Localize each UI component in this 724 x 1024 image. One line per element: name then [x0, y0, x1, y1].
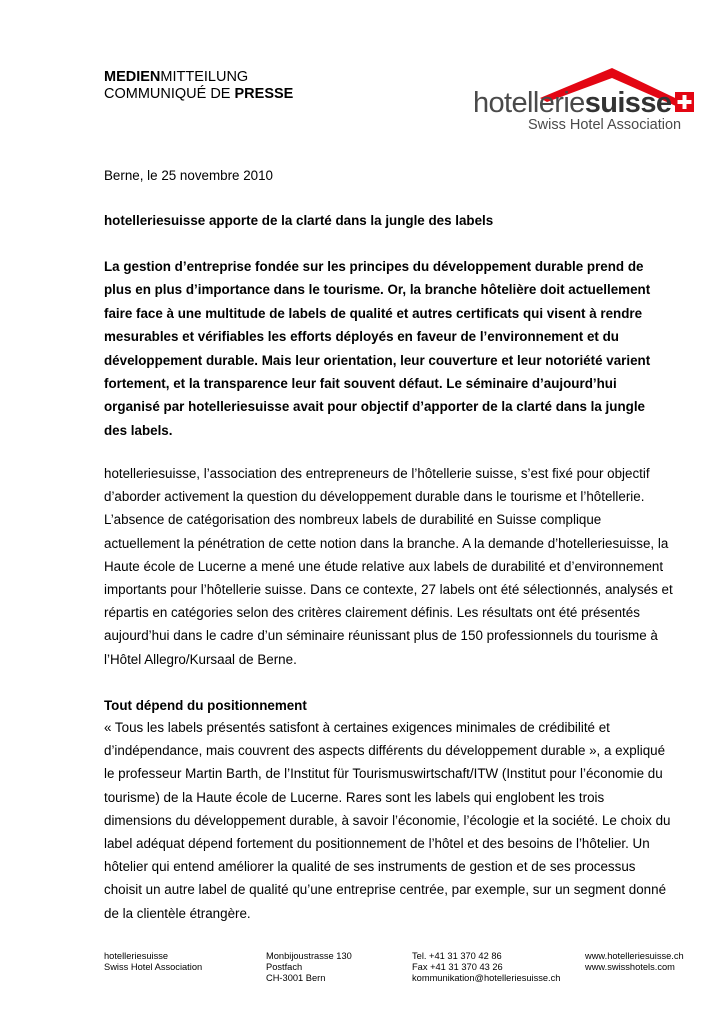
footer-contact — [412, 951, 560, 985]
text-line: choisit un autre label de qualité qu’une entreprise centrée, par exemple, sur un segment donné — [104, 882, 667, 898]
footer-org-subtitle: Swiss Hotel Association — [104, 962, 203, 973]
text-line: « Tous les labels présentés satisfont à certaines exigences minimales de crédibilité et — [104, 720, 610, 735]
logo-wordmark — [473, 87, 671, 120]
logo-word-bold: suisse — [584, 87, 672, 119]
date-line: Berne, le 25 novembre 2010 — [104, 168, 273, 183]
text-line: fortement, et la transparence leur fait souvent défaut. Le séminaire d’aujourd’hui — [104, 376, 617, 392]
text-line: Haute école de Lucerne a mené une étude relative aux labels de durabilité et d’environnement — [104, 558, 664, 574]
document-type-heading — [104, 69, 293, 103]
text-line: plus en plus d’importance dans le tourisme. Or, la branche hôtelière doit actuellement — [104, 282, 651, 298]
footer-phone: Tel. +41 31 370 42 86 — [412, 951, 502, 961]
footer-org-name: hotelleriesuisse — [104, 951, 169, 961]
text-line: d’indépendance, mais couvrent des aspects différents du développement durable », a expliqué — [104, 743, 666, 759]
hotelleriesuisse-logo — [470, 66, 700, 138]
heading-bold-part: MEDIEN — [104, 69, 161, 85]
text-line: hotelleriesuisse, l’association des entrepreneurs de l’hôtellerie suisse, s’est fixé pour objectif — [104, 466, 650, 481]
text-line: d’aborder activement la question du développement durable dans le tourisme et l’hôtellerie. — [104, 489, 645, 505]
footer-city: CH-3001 Bern — [266, 973, 326, 984]
text-line: des labels. — [104, 422, 173, 438]
text-line: faire face à une multitude de labels de qualité et autres certificats qui visent à rendre — [104, 305, 643, 321]
text-line: tourisme) de la Haute école de Lucerne. Rares sont les labels qui englobent les trois — [104, 789, 605, 805]
text-line: actuellement la pénétration de cette notion dans la branche. A la demande d’hotelleriesuisse, la — [104, 535, 669, 551]
footer-websites — [585, 951, 684, 973]
text-line: mesurables et vérifiables les efforts déployés en faveur de l’environnement et du — [104, 329, 619, 345]
text-line: le professeur Martin Barth, de l’Institut für Tourismuswirtschaft/ITW (Institut pour l’économie du — [104, 766, 663, 782]
body-paragraph-1 — [104, 462, 684, 671]
logo-word-light: hotellerie — [473, 87, 585, 119]
text-line: importants pour l’hôtellerie suisse. Dans ce contexte, 27 labels ont été sélectionnés, analysés et — [104, 582, 673, 598]
logo-subtitle: Swiss Hotel Association — [528, 117, 682, 133]
heading-bold-part: PRESSE — [234, 86, 294, 102]
press-release-title: hotelleriesuisse apporte de la clarté dans la jungle des labels — [104, 213, 494, 228]
body-paragraph-2 — [104, 716, 684, 925]
footer-website-link[interactable]: www.hotelleriesuisse.ch — [585, 951, 684, 961]
text-line: répartis en catégories selon des critères clairement définis. Les résultats ont été présentés — [104, 605, 640, 621]
footer-email-link[interactable]: kommunikation@hotelleriesuisse.ch — [412, 973, 561, 984]
footer-address — [266, 951, 352, 985]
heading-line-french — [104, 86, 293, 103]
heading-rest-part: COMMUNIQUÉ DE — [104, 86, 235, 102]
text-line: hôtelier qui entend améliorer la qualité de ses instruments de gestion et de ses processus — [104, 859, 636, 875]
footer-fax: Fax +41 31 370 43 26 — [412, 962, 503, 973]
text-line: de la clientèle étrangère. — [104, 905, 251, 921]
text-line: développement durable. Mais leur orientation, leur couverture et leur notoriété varient — [104, 352, 651, 368]
lead-paragraph — [104, 255, 684, 442]
text-line: L’absence de catégorisation des nombreux labels de durabilité en Suisse complique — [104, 512, 602, 528]
text-line: La gestion d’entreprise fondée sur les principes du développement durable prend de — [104, 259, 644, 274]
text-line: label adéquat dépend fortement du positionnement de l’hôtel et des besoins de l’hôtelier. Un — [104, 836, 650, 852]
footer-website-link[interactable]: www.swisshotels.com — [585, 962, 675, 973]
text-line: dimensions du développement durable, à savoir l’économie, l’écologie et la société. Le choix du — [104, 812, 671, 828]
heading-rest-part: MITTEILUNG — [160, 69, 249, 85]
text-line: organisé par hotelleriesuisse avait pour objectif d’apporter de la clarté dans la jungle — [104, 399, 645, 415]
footer-organization — [104, 951, 202, 973]
footer-street: Monbijoustrasse 130 — [266, 951, 352, 961]
text-line: l’Hôtel Allegro/Kursaal de Berne. — [104, 651, 297, 667]
heading-line-german — [104, 69, 293, 86]
footer-postbox: Postfach — [266, 962, 303, 973]
text-line: aujourd’hui dans le cadre d’un séminaire réunissant plus de 150 professionnels du tourisme à — [104, 628, 658, 644]
section-subheading: Tout dépend du positionnement — [104, 698, 307, 713]
